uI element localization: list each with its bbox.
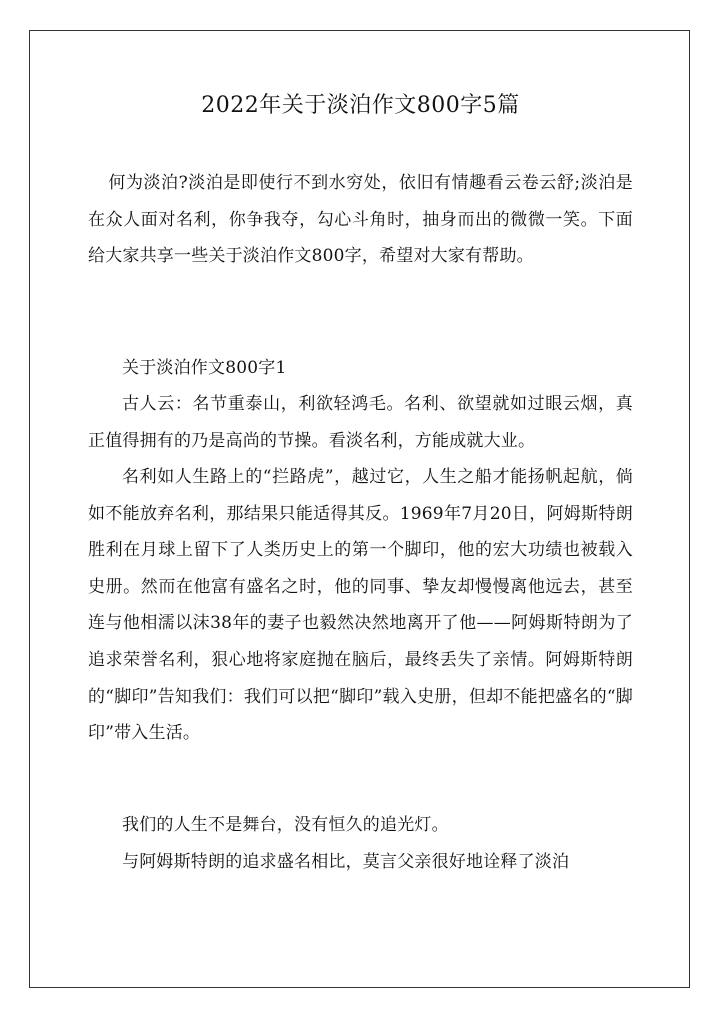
body-paragraph: 我们的人生不是舞台，没有恒久的追光灯。 <box>122 815 449 835</box>
section-heading: 关于淡泊作文800字1 <box>122 358 287 378</box>
document-title: 2022年关于淡泊作文800字5篇 <box>201 93 520 118</box>
body-paragraph: 与阿姆斯特朗的追求盛名相比，莫言父亲很好地诠释了淡泊 <box>122 852 570 872</box>
body-paragraph: 古人云：名节重泰山，利欲轻鸿毛。名利、欲望就如过眼云烟，真正值得拥有的乃是高尚的节操。看淡名利，方能成就大业。 <box>88 394 633 451</box>
intro-paragraph: 何为淡泊?淡泊是即使行不到水穷处，依旧有情趣看云卷云舒;淡泊是在众人面对名利，你争我夺，勾心斗角时，抽身而出的微微一笑。下面给大家共享一些关于淡泊作文800字，希望对大家有帮助。 <box>88 173 633 267</box>
body-paragraph: 名利如人生路上的“拦路虎”，越过它，人生之船才能扬帆起航，倘如不能放弃名利，那结果只能适得其反。1969年7月20日，阿姆斯特朗胜利在月球上留下了人类历史上的第一个脚印，他的宏大功绩也被载入史册。然而在他富有盛名之时，他的同事、挚友却慢慢离他远去，甚至连与他相濡以沫38年的妻子也毅然决然地离开了他——阿姆斯特朗为了追求荣誉名利，狠心地将家庭抛在脑后，最终丢失了亲情。阿姆斯特朗的“脚印”告知我们：我们可以把“脚印”载入史册，但却不能把盛名的“脚印”带入生活。 <box>88 467 633 744</box>
